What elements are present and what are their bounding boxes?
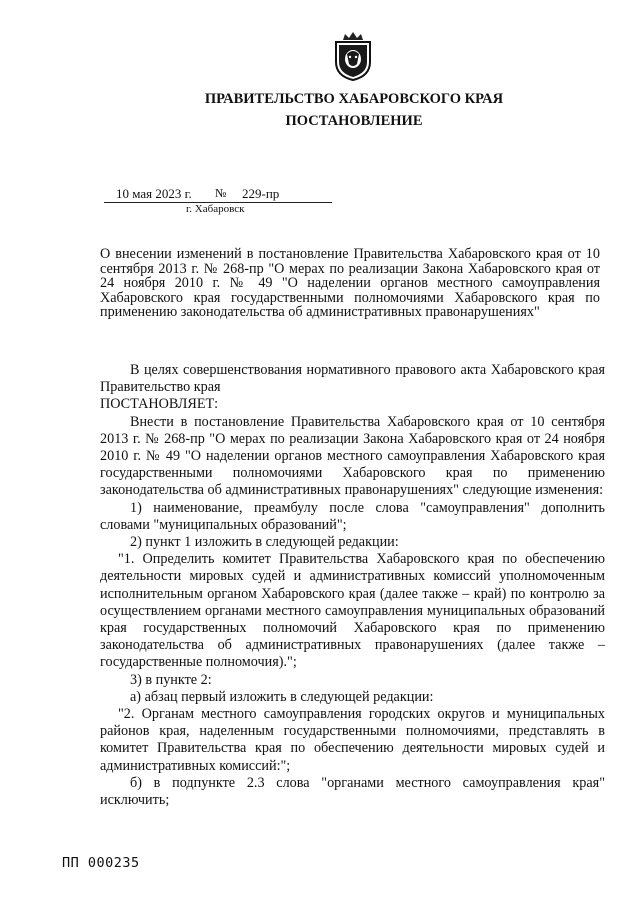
item-3b: б) в подпункте 2.3 слова "органами местного самоуправления края" исключить; <box>100 774 605 809</box>
item-2-quote: "1. Определить комитет Правительства Хабаровского края по обеспечению деятельности мировых судей и административных комиссий уполномоченным исполнительным органом Хабаровского края (далее также – край) по контролю за осуществлением органами местного самоуправления муниципальных образований края государственных полномочий Хабаровского края по применению законодательства об административных правонарушениях (далее также – государственные полномочия)."; <box>100 551 605 671</box>
document-city: г. Хабаровск <box>186 203 245 215</box>
document-type: ПОСТАНОВЛЕНИЕ <box>285 113 423 129</box>
form-code: ПП 000235 <box>62 855 140 871</box>
government-name: ПРАВИТЕЛЬСТВО ХАБАРОВСКОГО КРАЯ <box>204 91 504 107</box>
preamble: В целях совершенствования нормативного правового акта Хабаровского края Правительство края <box>100 362 605 396</box>
item-1: 1) наименование, преамбулу после слова "самоуправления" дополнить словами "муниципальных образований"; <box>100 499 605 533</box>
document-body <box>100 362 605 809</box>
document-title: О внесении изменений в постановление Правительства Хабаровского края от 10 сентября 2013 г. № 268-пр "О мерах по реализации Закона Хабаровского края от 24 ноября 2010 г. № 49 "О наделении органов местного самоуправления Хабаровского края государственными полномочиями Хабаровского края по применению законодательства об административных правонарушениях" <box>100 246 600 320</box>
document-date: 10 мая 2023 г. <box>116 186 192 201</box>
item-3: 3) в пункте 2: <box>130 671 212 688</box>
paragraph-amend: Внести в постановление Правительства Хабаровского края от 10 сентября 2013 г. № 268-пр "О мерах по реализации Закона Хабаровского края от 24 ноября 2010 г. № 49 "О наделении органов местного самоуправления Хабаровского края государственными полномочиями Хабаровского края по применению законодательства об административных правонарушениях" следующие изменения: <box>100 413 605 499</box>
resolves-heading: ПОСТАНОВЛЯЕТ: <box>100 396 219 413</box>
coat-of-arms-emblem <box>332 30 374 82</box>
document-number: 229-пр <box>242 186 280 201</box>
item-3a-quote: "2. Органам местного самоуправления городских округов и муниципальных районов края, наделенным государственными полномочиями, представлять в комитет Правительства края по обеспечению деятельности мировых судей и административных комиссий:"; <box>100 706 605 774</box>
number-sign: № <box>215 186 227 200</box>
item-3a: а) абзац первый изложить в следующей редакции: <box>130 688 434 705</box>
item-2: 2) пункт 1 изложить в следующей редакции: <box>130 534 399 551</box>
